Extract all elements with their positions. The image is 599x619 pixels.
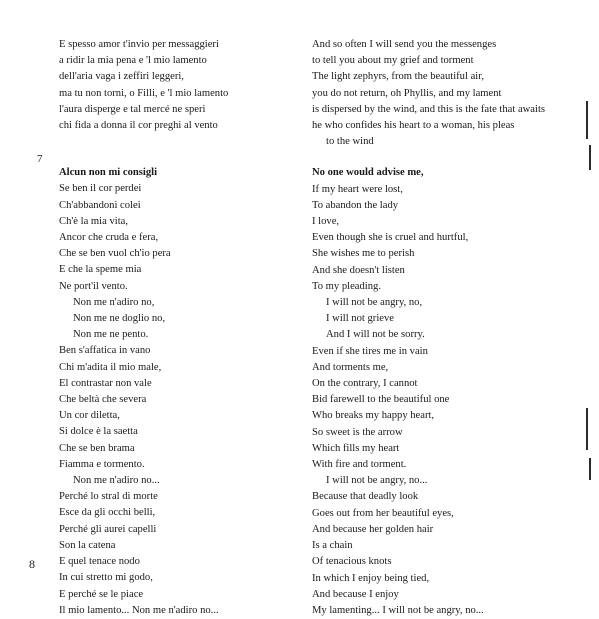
italian-line: Che beltà che severa xyxy=(59,394,147,406)
italian-text-column xyxy=(59,37,228,619)
english-line: She wishes me to perish xyxy=(312,248,415,260)
stanza-number: 7 xyxy=(37,153,43,165)
italian-line: Ben s'affatica in vano xyxy=(59,345,151,357)
english-line: With fire and torment. xyxy=(312,459,407,471)
italian-line: Se ben il cor perdei xyxy=(59,183,142,195)
italian-line: Che se ben vuol ch'io pera xyxy=(59,248,171,260)
english-line: And she doesn't listen xyxy=(312,264,405,276)
italian-line: E che la speme mia xyxy=(59,264,142,276)
english-line: Which fills my heart xyxy=(312,442,400,454)
english-stanza-2 xyxy=(312,165,545,619)
scan-edge-mark xyxy=(589,458,591,480)
english-line: you do not return, oh Phyllis, and my lament xyxy=(312,87,502,99)
english-refrain-line: I will not be angry, no, xyxy=(326,297,423,309)
english-line: In which I enjoy being tied, xyxy=(312,572,430,584)
italian-stanza-2 xyxy=(59,165,228,619)
italian-line: Ch'è la mia vita, xyxy=(59,215,128,227)
italian-line: Perché lo stral di morte xyxy=(59,491,158,503)
english-line: Because that deadly look xyxy=(312,491,419,503)
english-line: Goes out from her beautiful eyes, xyxy=(312,507,454,519)
italian-line: l'aura disperge e tal mercé ne speri xyxy=(59,103,206,115)
italian-line: Chi m'adita il mio male, xyxy=(59,361,162,373)
english-line: On the contrary, I cannot xyxy=(312,378,418,390)
italian-refrain-line: Non me n'adiro no, xyxy=(73,296,155,308)
english-line: is dispersed by the wind, and this is the fate that awaits xyxy=(312,103,546,115)
italian-line: Il mio lamento... Non me n'adiro no... xyxy=(59,604,219,616)
italian-line: chi fida a donna il cor preghi al vento xyxy=(59,120,218,132)
italian-line: Perché gli aurei capelli xyxy=(59,523,157,535)
english-line: And because I enjoy xyxy=(312,588,399,600)
italian-line: E spesso amor t'invio per messaggieri xyxy=(59,39,219,50)
page-number: 8 xyxy=(29,557,35,571)
english-line: And torments me, xyxy=(312,361,389,373)
italian-line: Fiamma e tormento. xyxy=(59,458,145,470)
english-stanza-heading: No one would advise me, xyxy=(312,167,424,179)
english-line: And because her golden hair xyxy=(312,523,434,535)
italian-line: a ridir la mia pena e 'l mio lamento xyxy=(59,55,207,67)
italian-line: Si dolce è la saetta xyxy=(59,426,138,438)
italian-line: El contrastar non vale xyxy=(59,377,152,389)
english-line: Is a chain xyxy=(312,540,353,552)
scan-edge-mark xyxy=(586,101,588,139)
english-line: The light zephyrs, from the beautiful air, xyxy=(312,71,484,83)
italian-refrain-line: Non me n'adiro no... xyxy=(73,475,160,487)
italian-line: Che se ben brama xyxy=(59,442,135,454)
italian-line: Ne port'il vento. xyxy=(59,280,128,292)
english-line: to tell you about my grief and torment xyxy=(312,55,474,67)
italian-line: ma tu non torni, o Filli, e 'l mio lamento xyxy=(59,87,229,99)
italian-line: Un cor diletta, xyxy=(59,410,120,422)
english-line: To my pleading. xyxy=(312,280,381,292)
english-line: So sweet is the arrow xyxy=(312,426,403,438)
english-stanza-1 xyxy=(312,37,545,150)
italian-line: dell'aria vaga i zeffiri leggeri, xyxy=(59,71,184,83)
english-line: Who breaks my happy heart, xyxy=(312,410,435,422)
english-line: If my heart were lost, xyxy=(312,183,403,195)
italian-line: E perché se le piace xyxy=(59,588,144,600)
italian-line: Esce da gli occhi belli, xyxy=(59,507,156,519)
english-line: I love, xyxy=(312,216,340,228)
english-line: Even if she tires me in vain xyxy=(312,345,428,357)
italian-line: Ancor che cruda e fera, xyxy=(59,232,159,244)
english-refrain-line: I will not grieve xyxy=(326,313,394,325)
italian-stanza-heading: Alcun non mi consigli xyxy=(59,167,158,179)
english-refrain-line: I will not be angry, no... xyxy=(326,475,428,487)
italian-line: Son la catena xyxy=(59,539,116,551)
italian-line: Ch'abbandoni colei xyxy=(59,199,141,211)
english-line: Of tenacious knots xyxy=(312,556,392,568)
english-line: Even though she is cruel and hurtful, xyxy=(312,232,469,244)
english-line: to the wind xyxy=(326,136,374,148)
scan-edge-mark xyxy=(589,145,591,170)
italian-refrain-line: Non me ne doglio no, xyxy=(73,313,166,325)
english-line: And so often I will send you the messenges xyxy=(312,39,497,50)
english-refrain-line: And I will not be sorry. xyxy=(326,329,425,341)
italian-line: E quel tenace nodo xyxy=(59,556,140,568)
english-line: Bid farewell to the beautiful one xyxy=(312,394,450,406)
italian-refrain-line: Non me ne pento. xyxy=(73,329,149,341)
english-line: My lamenting... I will not be angry, no... xyxy=(312,604,484,616)
english-line: To abandon the lady xyxy=(312,199,399,211)
italian-stanza-1 xyxy=(59,37,228,134)
english-text-column xyxy=(312,37,545,619)
english-line: he who confides his heart to a woman, his pleas xyxy=(312,120,515,132)
scan-edge-mark xyxy=(586,408,588,450)
italian-line: In cui stretto mi godo, xyxy=(59,572,153,584)
